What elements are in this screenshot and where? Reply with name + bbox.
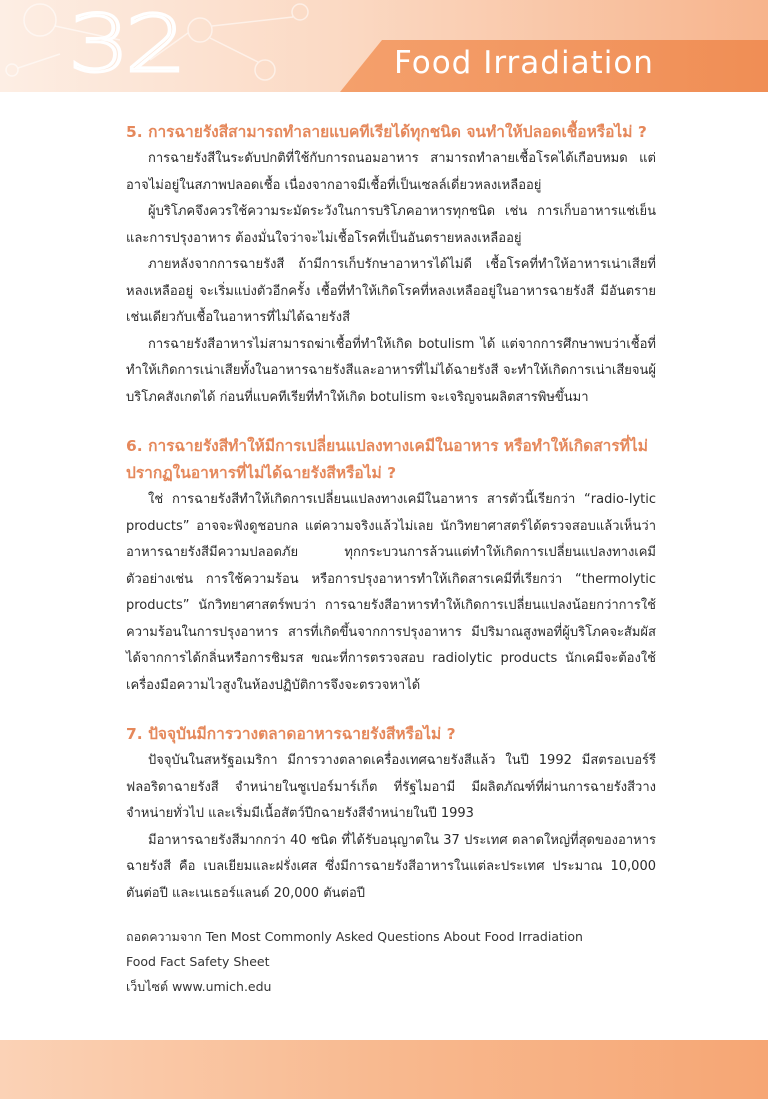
source-line: ถอดความจาก Ten Most Commonly Asked Questions About Food Irradiation [126,929,583,944]
section-7 [126,721,656,907]
section-5 [126,119,656,411]
source-line: เว็บไซต์ www.umich.edu [126,979,272,994]
paragraph: การฉายรังสีในระดับปกติที่ใช้กับการถนอมอาหาร สามารถทำลายเชื้อโรคได้เกือบหมด แต่อาจไม่อยู่ในสภาพปลอดเชื้อ เนื่องจากอาจมีเชื้อที่เป็นเซลล์เดี่ยวหลงเหลืออยู่ [126,151,656,193]
paragraph: ใช่ การฉายรังสีทำให้เกิดการเปลี่ยนแปลงทางเคมีในอาหาร สารตัวนี้เรียกว่า “radio-lytic products” อาจจะฟังดูชอบกล แต่ความจริงแล้วไม่เลย นักวิทยาศาสตร์ได้ตรวจสอบแล้วเห็นว่าอาหารฉายรังสีมีความปลอดภัย ทุกกระบวนการล้วนแต่ทำให้เกิดการเปลี่ยนแปลงทางเคมี ตัวอย่างเช่น การใช้ความร้อน หรือการปรุงอาหารทำให้เกิดสารเคมีที่เรียกว่า “thermolytic products” นักวิทยาศาสตร์พบว่า การฉายรังสีอาหารทำให้เกิดการเปลี่ยนแปลงน้อยกว่าการใช้ความร้อนในการปรุงอาหาร สารที่เกิดขึ้นจากการปรุงอาหาร มีปริมาณสูงพอที่ผู้บริโภคจะสัมผัสได้จากการได้กลิ่นหรือการชิมรส ขณะที่การตรวจสอบ radiolytic products นักเคมีจะต้องใช้เครื่องมือความไวสูงในห้องปฏิบัติการจึงจะตรวจหาได้ [126,492,656,693]
source-line: Food Fact Safety Sheet [126,954,270,969]
page-header [0,0,768,92]
paragraph: การฉายรังสีอาหารไม่สามารถฆ่าเชื้อที่ทำให้เกิด botulism ได้ แต่จากการศึกษาพบว่าเชื้อที่ทำให้เกิดการเน่าเสียทั้งในอาหารฉายรังสีและอาหารที่ไม่ได้ฉายรังสี จะทำให้เกิดการเน่าเสียจนผู้บริโภคสังเกตได้ ก่อนที่แบคทีเรียที่ทำให้เกิด botulism จะเจริญจนผลิตสารพิษขึ้นมา [126,336,656,405]
paragraph: ปัจจุบันในสหรัฐอเมริกา มีการวางตลาดเครื่องเทศฉายรังสีแล้ว ในปี 1992 มีสตรอเบอร์รีฟลอริดาฉายรังสี จำหน่ายในซูเปอร์มาร์เก็ต ที่รัฐไมอามี มีผลิตภัณฑ์ที่ผ่านการฉายรังสีวางจำหน่ายทั่วไป และเริ่มมีเนื้อสัตว์ปีกฉายรังสีจำหน่ายในปี 1993 [126,753,656,821]
section-heading: 7. ปัจจุบันมีการวางตลาดอาหารฉายรังสีหรือไม่ ? [126,725,456,743]
section-6 [126,433,656,699]
paragraph: ผู้บริโภคจึงควรใช้ความระมัดระวังในการบริโภคอาหารทุกชนิด เช่น การเก็บอาหารแช่เย็น และการปรุงอาหาร ต้องมั่นใจว่าจะไม่เชื้อโรคที่เป็นอันตรายหลงเหลืออยู่ [126,204,656,246]
section-heading: 5. การฉายรังสีสามารถทำลายแบคทีเรียได้ทุกชนิด จนทำให้ปลอดเชื้อหรือไม่ ? [126,123,647,141]
page-number: 32 [68,0,183,90]
source-citation [126,924,583,999]
header-title: Food Irradiation [394,45,654,81]
paragraph: มีอาหารฉายรังสีมากกว่า 40 ชนิด ที่ได้รับอนุญาตใน 37 ประเทศ ตลาดใหญ่ที่สุดของอาหารฉายรังสี คือ เบลเยียมและฝรั่งเศส ซึ่งมีการฉายรังสีอาหารในแต่ละประเทศ ประมาณ 10,000 ตันต่อปี และเนเธอร์แลนด์ 20,000 ตันต่อปี [126,832,656,901]
page-footer-band [0,1040,768,1099]
paragraph: ภายหลังจากการฉายรังสี ถ้ามีการเก็บรักษาอาหารได้ไม่ดี เชื้อโรคที่ทำให้อาหารเน่าเสียที่หลงเหลืออยู่ จะเริ่มแบ่งตัวอีกครั้ง เชื้อที่ทำให้เกิดโรคที่หลงเหลืออยู่ในอาหารฉายรังสี มีอันตรายเช่นเดียวกับเชื้อในอาหารที่ไม่ได้ฉายรังสี [126,257,656,325]
section-heading: 6. การฉายรังสีทำให้มีการเปลี่ยนแปลงทางเคมีในอาหาร หรือทำให้เกิดสารที่ไม่ปรากฏในอาหารที่ไม่ได้ฉายรังสีหรือไม่ ? [126,437,648,482]
article-body [126,119,656,907]
